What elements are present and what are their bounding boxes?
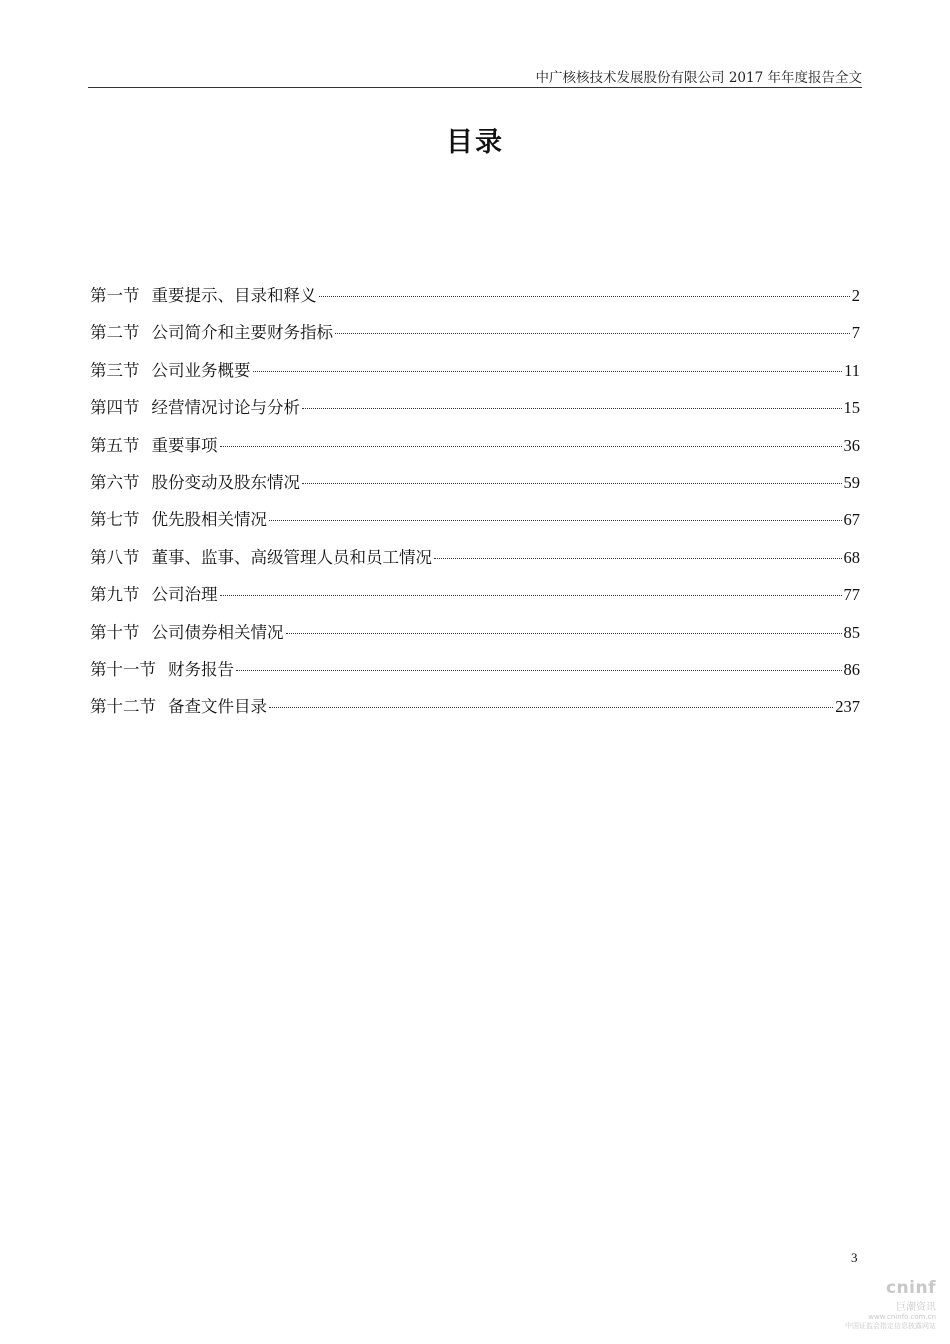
toc-entry[interactable] bbox=[90, 544, 860, 581]
toc-page: 77 bbox=[843, 585, 860, 605]
toc-entry[interactable] bbox=[90, 693, 860, 730]
toc-page: 2 bbox=[851, 286, 860, 305]
toc-page: 86 bbox=[843, 659, 860, 679]
watermark-logo: cninf bbox=[885, 1278, 936, 1298]
toc-leader bbox=[302, 483, 842, 484]
toc-title: 董事、监事、高级管理人员和员工情况 bbox=[151, 547, 432, 567]
toc-leader bbox=[269, 707, 833, 708]
toc-leader bbox=[220, 446, 842, 447]
toc-section: 第九节 bbox=[90, 585, 140, 605]
toc-title: 公司治理 bbox=[151, 585, 218, 605]
toc-title: 公司债券相关情况 bbox=[151, 622, 284, 642]
toc-leader bbox=[302, 408, 842, 409]
toc-page: 85 bbox=[843, 622, 860, 642]
watermark-url: www.cninfo.com.cn bbox=[868, 1313, 936, 1321]
toc-leader bbox=[286, 633, 842, 634]
toc-entry[interactable] bbox=[90, 357, 860, 394]
toc-page: 15 bbox=[843, 398, 860, 418]
toc-title: 股份变动及股东情况 bbox=[151, 472, 300, 492]
toc-entry[interactable] bbox=[90, 432, 860, 469]
toc-entry[interactable] bbox=[90, 469, 860, 506]
toc-section: 第一节 bbox=[90, 286, 140, 305]
toc-page: 11 bbox=[844, 360, 860, 380]
toc-section: 第七节 bbox=[90, 510, 140, 530]
watermark-name: 巨潮资讯 bbox=[896, 1302, 936, 1313]
toc-section: 第四节 bbox=[90, 398, 140, 418]
toc-leader bbox=[253, 371, 843, 372]
toc-title: 经营情况讨论与分析 bbox=[151, 398, 300, 418]
toc-entry[interactable] bbox=[90, 656, 860, 693]
toc-page: 67 bbox=[843, 510, 860, 530]
toc-entry[interactable] bbox=[90, 619, 860, 656]
toc-leader bbox=[269, 520, 842, 521]
toc-page: 237 bbox=[835, 697, 860, 717]
toc-section: 第十一节 bbox=[90, 659, 156, 679]
toc-title: 重要事项 bbox=[151, 435, 218, 455]
cninfo-watermark bbox=[816, 1278, 936, 1338]
header-rule bbox=[88, 87, 862, 88]
toc-leader bbox=[236, 670, 842, 671]
toc-section: 第五节 bbox=[90, 435, 140, 455]
toc-section: 第三节 bbox=[90, 360, 140, 380]
toc-leader bbox=[319, 296, 850, 297]
toc-section: 第六节 bbox=[90, 472, 140, 492]
toc-page: 7 bbox=[851, 323, 860, 343]
toc-entry[interactable] bbox=[90, 506, 860, 543]
toc-section: 第十二节 bbox=[90, 697, 156, 717]
toc-title: 重要提示、目录和释义 bbox=[151, 286, 317, 305]
toc-section: 第二节 bbox=[90, 323, 140, 343]
toc-page: 68 bbox=[843, 547, 860, 567]
toc-title: 公司业务概要 bbox=[151, 360, 251, 380]
toc-leader bbox=[335, 333, 850, 334]
toc-page: 59 bbox=[843, 472, 860, 492]
toc-section: 第八节 bbox=[90, 547, 140, 567]
toc-entry[interactable] bbox=[90, 394, 860, 431]
watermark-tagline: 中国证监会指定信息披露网站 bbox=[845, 1322, 936, 1330]
toc-leader bbox=[434, 558, 842, 559]
toc-entry[interactable] bbox=[90, 319, 860, 356]
toc-title: 优先股相关情况 bbox=[151, 510, 267, 530]
toc bbox=[90, 282, 860, 731]
page-number: 3 bbox=[851, 1250, 858, 1265]
toc-entry[interactable] bbox=[90, 581, 860, 618]
header-text: 中广核核技术发展股份有限公司 2017 年年度报告全文 bbox=[535, 70, 862, 86]
toc-entry[interactable] bbox=[90, 282, 860, 319]
toc-title: 公司简介和主要财务指标 bbox=[151, 323, 333, 343]
toc-title: 财务报告 bbox=[168, 659, 234, 679]
toc-leader bbox=[220, 595, 842, 596]
toc-title: 备查文件目录 bbox=[168, 697, 267, 717]
toc-section: 第十节 bbox=[90, 622, 140, 642]
page-title: 目录 bbox=[446, 127, 504, 158]
toc-page: 36 bbox=[843, 435, 860, 455]
